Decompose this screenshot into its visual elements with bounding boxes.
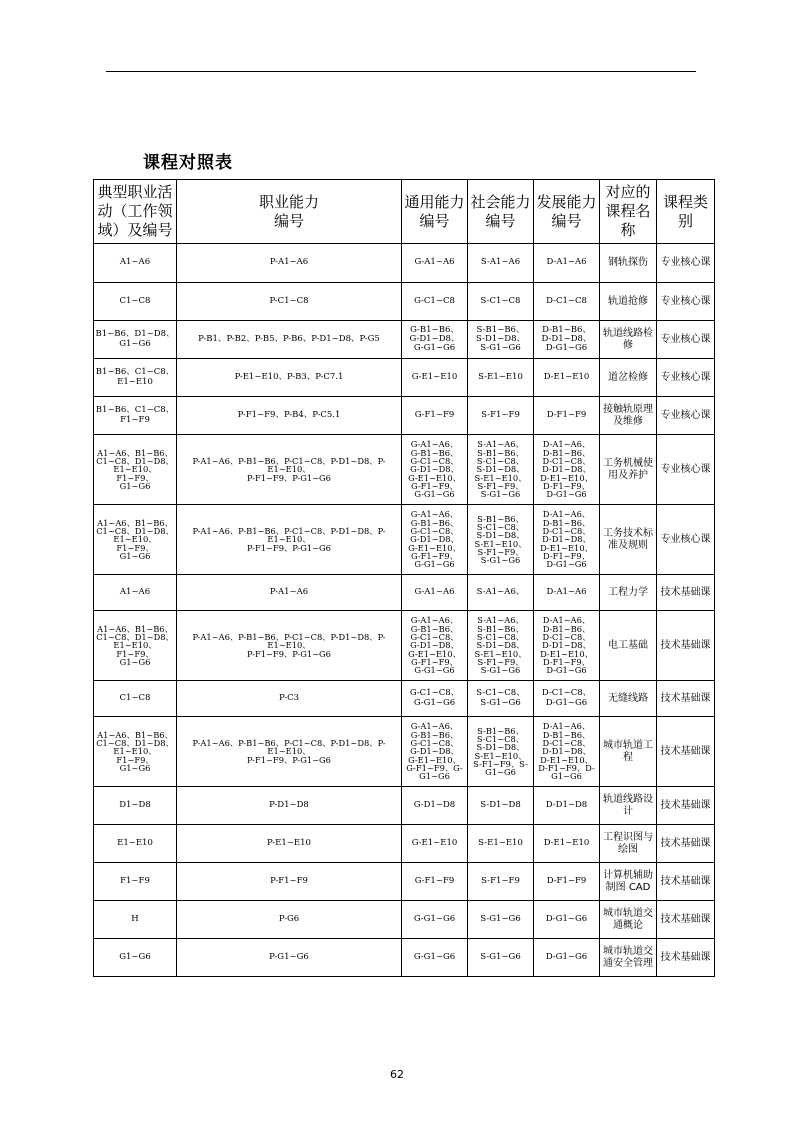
course-comparison-table: [93, 179, 715, 977]
cell-general: G-D1~D8: [402, 787, 468, 825]
cell-general: G-C1~C8、 G-G1~G6: [402, 681, 468, 717]
table-row: [94, 863, 715, 901]
cell-social: S-B1~B6、 S-D1~D8、 S-G1~G6: [468, 321, 534, 359]
cell-development: D-G1~G6: [534, 939, 600, 977]
cell-activity: B1~B6、D1~D8、 G1~G6: [94, 321, 177, 359]
table-row: [94, 505, 715, 575]
table-row: [94, 901, 715, 939]
table-row: [94, 717, 715, 787]
cell-category: 专业核心课: [657, 283, 715, 321]
cell-ability: P-A1~A6、P-B1~B6、P-C1~C8、P-D1~D8、P-E1~E10、 P-F1~F9、P-G1~G6: [177, 717, 402, 787]
header-activity: 典型职业活动（工作领域）及编号: [94, 180, 177, 244]
cell-ability: P-F1~F9、P-B4、P-C5.1: [177, 397, 402, 435]
cell-ability: P-A1~A6: [177, 244, 402, 283]
cell-category: 技术基础课: [657, 825, 715, 863]
cell-general: G-A1~A6: [402, 244, 468, 283]
cell-course: 城市轨道交通安全管理: [600, 939, 657, 977]
table-row: [94, 681, 715, 717]
cell-category: 技术基础课: [657, 575, 715, 611]
cell-ability: P-B1、P-B2、P-B5、P-B6、P-D1~D8、P-G5: [177, 321, 402, 359]
cell-category: 技术基础课: [657, 863, 715, 901]
cell-category: 技术基础课: [657, 939, 715, 977]
cell-activity: G1~G6: [94, 939, 177, 977]
cell-activity: C1~C8: [94, 283, 177, 321]
cell-course: 城市轨道工程: [600, 717, 657, 787]
table-row: [94, 575, 715, 611]
table-header-row: [94, 180, 715, 244]
cell-development: D-A1~A6、 D-B1~B6、 D-C1~C8、 D-D1~D8、 D-E1~E10、 D-F1~F9、D- G1~G6: [534, 717, 600, 787]
cell-development: D-A1~A6、 D-B1~B6、 D-C1~C8、 D-D1~D8、 D-E1~E10、 D-F1~F9、 D-G1~G6: [534, 435, 600, 505]
cell-development: D-A1~A6: [534, 244, 600, 283]
cell-category: 专业核心课: [657, 435, 715, 505]
cell-general: G-A1~A6、 G-B1~B6、 G-C1~C8、 G-D1~D8、 G-E1~E10、 G-F1~F9、G- G1~G6: [402, 717, 468, 787]
cell-ability: P-G1~G6: [177, 939, 402, 977]
header-ability: 职业能力 编号: [177, 180, 402, 244]
cell-category: 专业核心课: [657, 359, 715, 397]
cell-social: S-B1~B6、 S-C1~C8、 S-D1~D8、 S-E1~E10、 S-F1~F9、 S-G1~G6: [468, 505, 534, 575]
cell-category: 技术基础课: [657, 717, 715, 787]
cell-general: G-G1~G6: [402, 901, 468, 939]
cell-development: D-E1~E10: [534, 825, 600, 863]
cell-general: G-A1~A6、 G-B1~B6、 G-C1~C8、 G-D1~D8、 G-E1~E10、 G-F1~F9、 G-G1~G6: [402, 505, 468, 575]
cell-activity: A1~A6、B1~B6、 C1~C8、D1~D8、 E1~E10、F1~F9、 G1~G6: [94, 435, 177, 505]
cell-general: G-A1~A6、 G-B1~B6、 G-C1~C8、 G-D1~D8、 G-E1~E10、 G-F1~F9、 G-G1~G6: [402, 435, 468, 505]
cell-course: 轨道线路设计: [600, 787, 657, 825]
cell-ability: P-C3: [177, 681, 402, 717]
cell-course: 无缝线路: [600, 681, 657, 717]
cell-category: 专业核心课: [657, 321, 715, 359]
cell-category: 专业核心课: [657, 505, 715, 575]
cell-course: 轨道抢修: [600, 283, 657, 321]
cell-activity: E1~E10: [94, 825, 177, 863]
cell-development: D-C1~C8、 D-G1~G6: [534, 681, 600, 717]
table-row: [94, 939, 715, 977]
cell-course: 工务技术标准及规则: [600, 505, 657, 575]
cell-category: 技术基础课: [657, 901, 715, 939]
table-row: [94, 787, 715, 825]
cell-ability: P-A1~A6: [177, 575, 402, 611]
cell-course: 钢轨探伤: [600, 244, 657, 283]
cell-ability: P-G6: [177, 901, 402, 939]
cell-social: S-A1~A6、 S-B1~B6、 S-C1~C8、 S-D1~D8、 S-E1~E10、 S-F1~F9、 S-G1~G6: [468, 435, 534, 505]
cell-ability: P-E1~E10: [177, 825, 402, 863]
cell-general: G-G1~G6: [402, 939, 468, 977]
cell-category: 技术基础课: [657, 787, 715, 825]
cell-course: 工程力学: [600, 575, 657, 611]
cell-course: 工务机械使用及养护: [600, 435, 657, 505]
cell-development: D-E1~E10: [534, 359, 600, 397]
cell-course: 计算机辅助制图 CAD: [600, 863, 657, 901]
cell-general: G-C1~C8: [402, 283, 468, 321]
table-row: [94, 321, 715, 359]
cell-general: G-A1~A6: [402, 575, 468, 611]
cell-social: S-A1~A6: [468, 244, 534, 283]
cell-activity: B1~B6、C1~C8、 F1~F9: [94, 397, 177, 435]
cell-category: 专业核心课: [657, 397, 715, 435]
cell-general: G-E1~E10: [402, 359, 468, 397]
cell-social: S-F1~F9: [468, 863, 534, 901]
cell-general: G-E1~E10: [402, 825, 468, 863]
cell-category: 技术基础课: [657, 611, 715, 681]
page-title: 课程对照表: [143, 153, 233, 173]
cell-course: 城市轨道交通概论: [600, 901, 657, 939]
cell-ability: P-A1~A6、P-B1~B6、P-C1~C8、P-D1~D8、P-E1~E10、 P-F1~F9、P-G1~G6: [177, 505, 402, 575]
cell-course: 工程识图与绘图: [600, 825, 657, 863]
cell-development: D-D1~D8: [534, 787, 600, 825]
cell-activity: A1~A6、B1~B6、 C1~C8、D1~D8、 E1~E10、F1~F9、 G1~G6: [94, 505, 177, 575]
cell-social: S-G1~G6: [468, 901, 534, 939]
cell-social: S-C1~C8、 S-G1~G6: [468, 681, 534, 717]
cell-development: D-C1~C8: [534, 283, 600, 321]
cell-ability: P-F1~F9: [177, 863, 402, 901]
cell-activity: F1~F9: [94, 863, 177, 901]
table-row: [94, 611, 715, 681]
cell-activity: A1~A6、B1~B6、 C1~C8、D1~D8、 E1~E10、F1~F9、 G1~G6: [94, 611, 177, 681]
cell-activity: H: [94, 901, 177, 939]
cell-social: S-G1~G6: [468, 939, 534, 977]
header-rule: [106, 71, 696, 72]
page-number: 62: [390, 1068, 404, 1081]
cell-course: 接触轨原理及维修: [600, 397, 657, 435]
table-row: [94, 435, 715, 505]
cell-social: S-B1~B6、 S-C1~C8、 S-D1~D8、 S-E1~E10、 S-F1~F9、S- G1~G6: [468, 717, 534, 787]
cell-activity: A1~A6: [94, 244, 177, 283]
cell-development: D-A1~A6、 D-B1~B6、 D-C1~C8、 D-D1~D8、 D-E1~E10、 D-F1~F9、 D-G1~G6: [534, 611, 600, 681]
cell-general: G-F1~F9: [402, 863, 468, 901]
cell-course: 电工基础: [600, 611, 657, 681]
cell-category: 专业核心课: [657, 244, 715, 283]
cell-general: G-F1~F9: [402, 397, 468, 435]
cell-ability: P-C1~C8: [177, 283, 402, 321]
table-row: [94, 359, 715, 397]
cell-development: D-A1~A6、 D-B1~B6、 D-C1~C8、 D-D1~D8、 D-E1~E10、 D-F1~F9、 D-G1~G6: [534, 505, 600, 575]
cell-activity: A1~A6、B1~B6、 C1~C8、D1~D8、 E1~E10、F1~F9、 G1~G6: [94, 717, 177, 787]
cell-social: S-C1~C8: [468, 283, 534, 321]
table-row: [94, 244, 715, 283]
header-course: 对应的课程名称: [600, 180, 657, 244]
cell-social: S-A1~A6、: [468, 575, 534, 611]
cell-development: D-G1~G6: [534, 901, 600, 939]
cell-ability: P-D1~D8: [177, 787, 402, 825]
table-row: [94, 283, 715, 321]
cell-social: S-F1~F9: [468, 397, 534, 435]
table-row: [94, 825, 715, 863]
cell-ability: P-E1~E10、P-B3、P-C7.1: [177, 359, 402, 397]
cell-development: D-F1~F9: [534, 863, 600, 901]
cell-social: S-E1~E10: [468, 825, 534, 863]
cell-social: S-E1~E10: [468, 359, 534, 397]
table-row: [94, 397, 715, 435]
cell-activity: D1~D8: [94, 787, 177, 825]
header-category: 课程类别: [657, 180, 715, 244]
cell-activity: C1~C8: [94, 681, 177, 717]
cell-category: 技术基础课: [657, 681, 715, 717]
header-social: 社会能力 编号: [468, 180, 534, 244]
cell-social: S-D1~D8: [468, 787, 534, 825]
cell-course: 道岔检修: [600, 359, 657, 397]
cell-activity: A1~A6: [94, 575, 177, 611]
cell-general: G-B1~B6、 G-D1~D8、 G-G1~G6: [402, 321, 468, 359]
cell-development: D-F1~F9: [534, 397, 600, 435]
cell-social: S-A1~A6、 S-B1~B6、 S-C1~C8、 S-D1~D8、 S-E1~E10、 S-F1~F9、 S-G1~G6: [468, 611, 534, 681]
cell-ability: P-A1~A6、P-B1~B6、P-C1~C8、P-D1~D8、P-E1~E10、 P-F1~F9、P-G1~G6: [177, 435, 402, 505]
cell-general: G-A1~A6、 G-B1~B6、 G-C1~C8、 G-D1~D8、 G-E1~E10、 G-F1~F9、 G-G1~G6: [402, 611, 468, 681]
header-general: 通用能力 编号: [402, 180, 468, 244]
cell-ability: P-A1~A6、P-B1~B6、P-C1~C8、P-D1~D8、P-E1~E10、 P-F1~F9、P-G1~G6: [177, 611, 402, 681]
cell-course: 轨道线路检修: [600, 321, 657, 359]
cell-development: D-A1~A6: [534, 575, 600, 611]
header-development: 发展能力 编号: [534, 180, 600, 244]
cell-development: D-B1~B6、 D-D1~D8、 D-G1~G6: [534, 321, 600, 359]
cell-activity: B1~B6、C1~C8、 E1~E10: [94, 359, 177, 397]
